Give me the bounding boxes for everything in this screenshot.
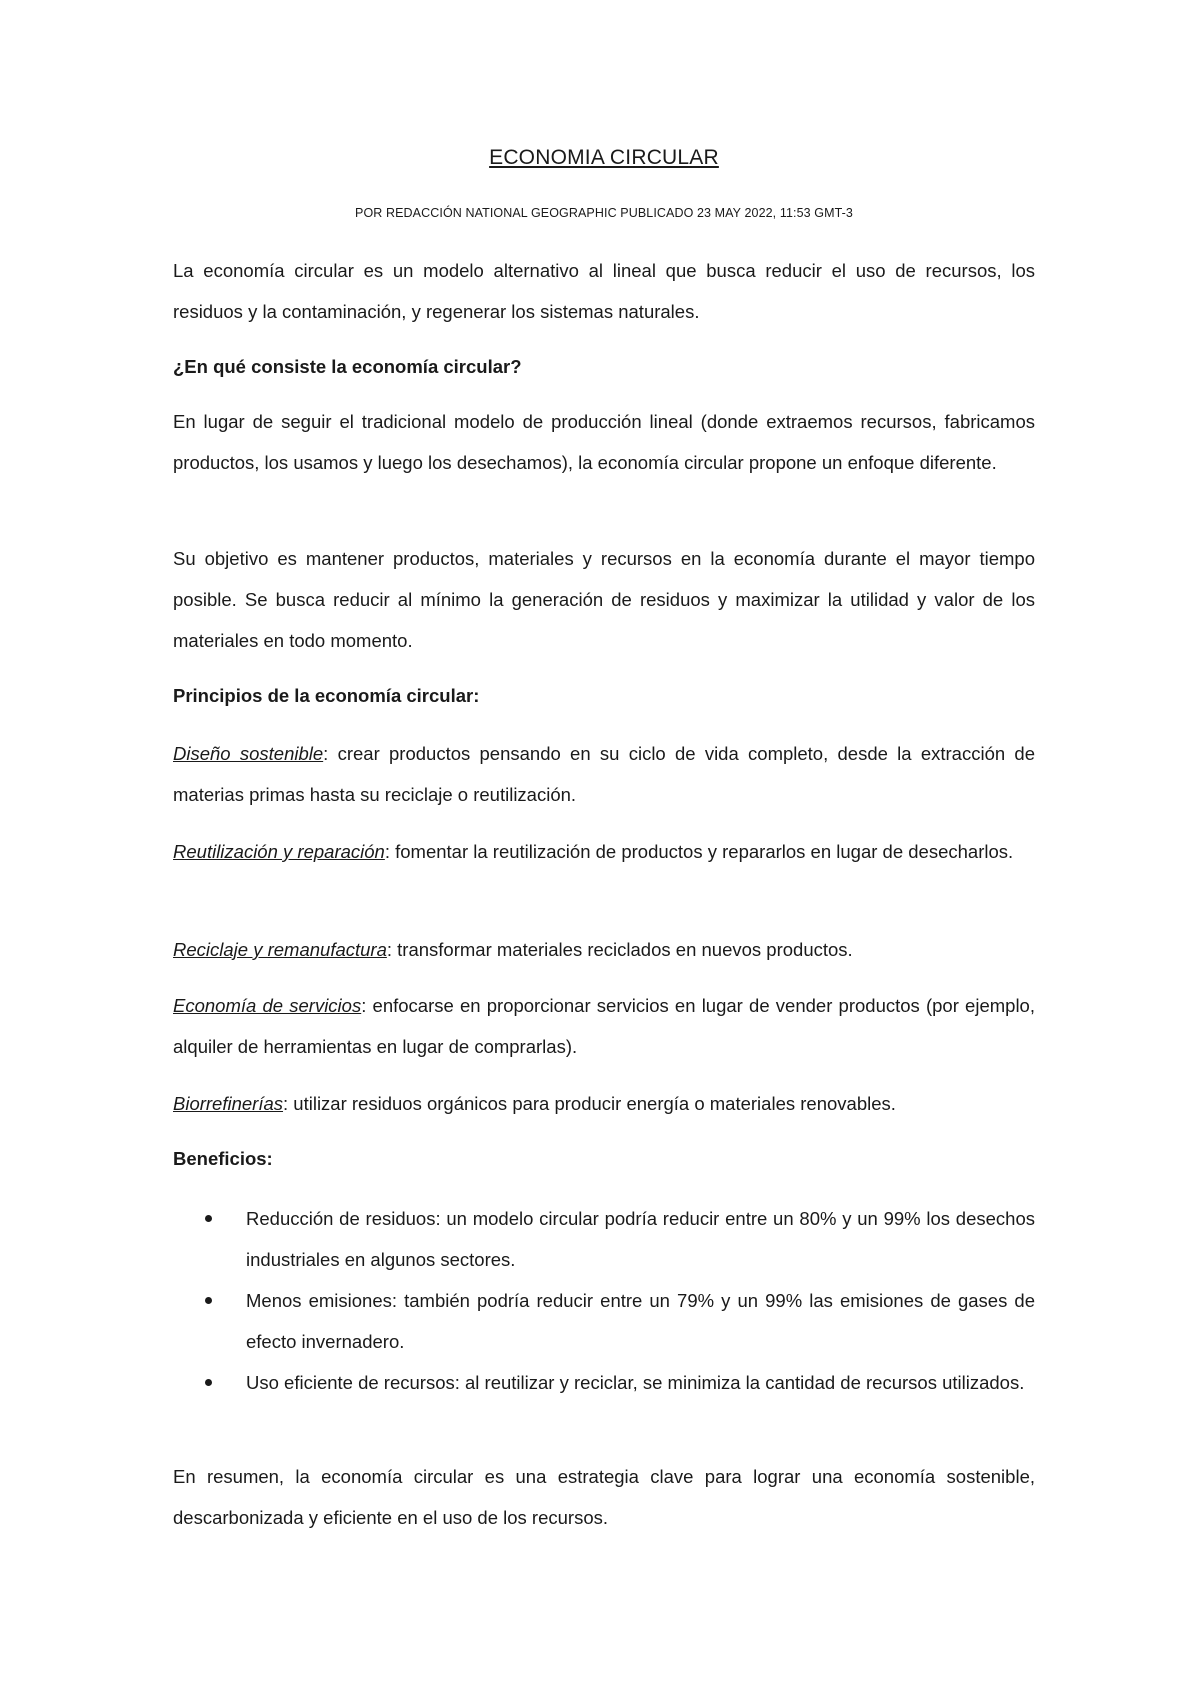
principle-item xyxy=(173,985,1035,1067)
benefits-list xyxy=(173,1198,1035,1403)
principle-term: Reutilización y reparación xyxy=(173,841,385,862)
principle-item xyxy=(173,929,1035,970)
principle-description: : crear productos pensando en su ciclo de vida completo, desde la extracción de materias primas hasta su reciclaje o reutilización. xyxy=(173,743,1036,805)
intro-paragraph: La economía circular es un modelo alternativo al lineal que busca reducir el uso de recursos, los residuos y la contaminación, y regenerar los sistemas naturales. xyxy=(173,260,1035,322)
paragraph-production-model: En lugar de seguir el tradicional modelo de producción lineal (donde extraemos recursos, fabricamos productos, los usamos y luego los desechamos), la economía circular propone un enfoque diferente. xyxy=(173,411,1035,473)
bullet-icon xyxy=(205,1215,212,1222)
principle-description: : enfocarse en proporcionar servicios en lugar de vender productos (por ejemplo, alquiler de herramientas en lugar de comprarlas). xyxy=(173,995,1035,1057)
list-item xyxy=(173,1362,1035,1403)
principle-item xyxy=(173,1083,1035,1124)
question-heading: ¿En qué consiste la economía circular? xyxy=(173,356,522,377)
byline: POR REDACCIÓN NATIONAL GEOGRAPHIC PUBLICADO 23 MAY 2022, 11:53 GMT-3 xyxy=(355,206,853,220)
benefit-text: Menos emisiones: también podría reducir entre un 79% y un 99% las emisiones de gases de efecto invernadero. xyxy=(246,1290,1035,1352)
benefits-heading: Beneficios: xyxy=(173,1148,273,1169)
document-title: ECONOMIA CIRCULAR xyxy=(489,146,719,169)
principle-item xyxy=(173,733,1035,815)
benefit-text: Uso eficiente de recursos: al reutilizar y reciclar, se minimiza la cantidad de recursos utilizados. xyxy=(246,1372,1025,1393)
principle-term: Reciclaje y remanufactura xyxy=(173,939,387,960)
summary-paragraph: En resumen, la economía circular es una estrategia clave para lograr una economía sostenible, descarbonizada y eficiente en el uso de los recursos. xyxy=(173,1466,1035,1528)
principle-description: : utilizar residuos orgánicos para producir energía o materiales renovables. xyxy=(283,1093,896,1114)
principle-term: Economía de servicios xyxy=(173,995,362,1016)
principle-description: : transformar materiales reciclados en nuevos productos. xyxy=(386,939,853,960)
principles-heading: Principios de la economía circular: xyxy=(173,685,480,706)
document-page xyxy=(173,0,1035,1696)
list-item xyxy=(173,1198,1035,1280)
paragraph-objective: Su objetivo es mantener productos, materiales y recursos en la economía durante el mayor tiempo posible. Se busca reducir al mínimo la generación de residuos y maximizar la utilidad y valor de los materiales en todo momento. xyxy=(173,548,1035,651)
benefit-text: Reducción de residuos: un modelo circular podría reducir entre un 80% y un 99% los desechos industriales en algunos sectores. xyxy=(246,1208,1035,1270)
bullet-icon xyxy=(205,1297,212,1304)
bullet-icon xyxy=(205,1379,212,1386)
principle-term: Diseño sostenible xyxy=(173,743,324,764)
principle-description: : fomentar la reutilización de productos y repararlos en lugar de desecharlos. xyxy=(384,841,1014,862)
list-item xyxy=(173,1280,1035,1362)
principle-item xyxy=(173,831,1035,872)
principle-term: Biorrefinerías xyxy=(173,1093,284,1114)
